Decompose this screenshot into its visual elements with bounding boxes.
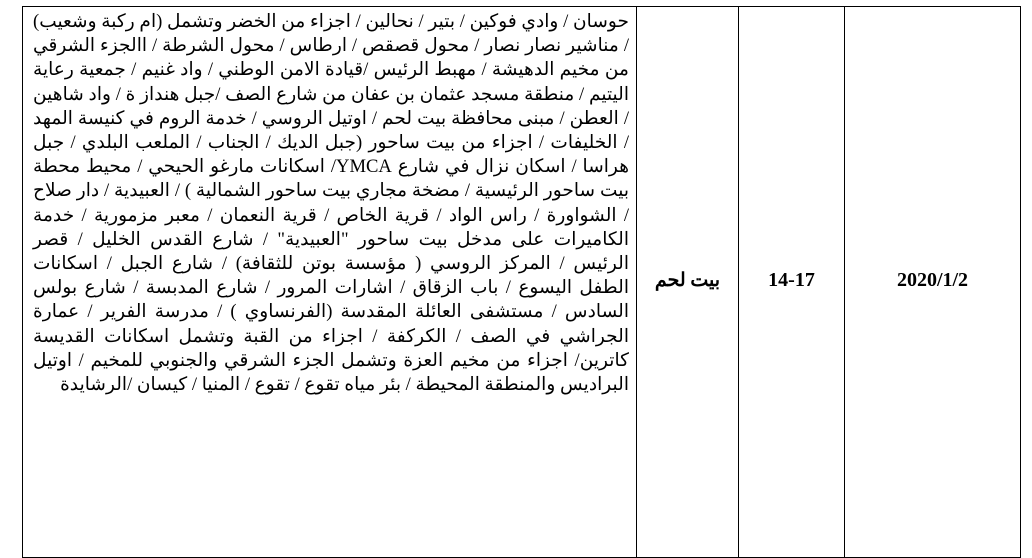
time-cell: [739, 7, 845, 558]
city-name: بيت لحم: [654, 269, 721, 291]
date-cell: [845, 7, 1021, 558]
city-cell: [637, 7, 739, 558]
time-range: 14-17: [768, 268, 815, 291]
schedule-table: [22, 6, 1021, 558]
areas-cell: [23, 7, 637, 558]
table-row: [23, 7, 1021, 558]
date-value: 2020/1/2: [896, 268, 969, 291]
areas-list-text: حوسان / وادي فوكين / بتير / نحالين / اجزاء من الخضر وتشمل (ام ركبة وشعيب) / مناشير نصار نصار / محول قصقص / ارطاس / محول الشرطة / االجزء الشرقي من مخيم الدهيشة / مهبط الرئيس /قيادة الامن الوطني / واد غنيم / جمعية رعاية اليتيم / منطقة مسجد عثمان بن عفان من شارع الصف /جبل هنداز ة / واد شاهين / العطن / مبنى محافظة بيت لحم / اوتيل الروسي / خدمة الروم في كنيسة المهد / الخليفات / اجزاء من بيت ساحور (جبل الديك / الجناب / الملعب البلدي / جبل هراسا / اسكان نزال في شارع YMCA/ اسكانات مارغو الحيحي / محيط محطة بيت ساحور الرئيسية / مضخة مجاري بيت ساحور الشمالية ) / العبيدية / دار صلاح / الشواورة / راس الواد / قرية الخاص / قرية النعمان / معبر مزمورية / خدمة الكاميرات على مدخل بيت ساحور "العبيدية" / شارع القدس الخليل / قصر الرئيس / المركز الروسي ( مؤسسة بوتن للثقافة) / شارع الجبل / اسكانات الطفل اليسوع / باب الزقاق / اشارات المرور / شارع المدبسة / شارع بولس السادس / مستشفى العائلة المقدسة (الفرنساوي ) / مدرسة الفرير / عمارة الجراشي في الصف / الكركفة / اجزاء من القبة وتشمل اسكانات القديسة كاترين/ اجزاء من مخيم العزة وتشمل الجزء الشرقي والجنوبي للمخيم / اوتيل البراديس والمنطقة المحيطة / بئر مياه تقوع / تقوع / المنيا / كيسان /الرشايدة: [33, 11, 630, 396]
